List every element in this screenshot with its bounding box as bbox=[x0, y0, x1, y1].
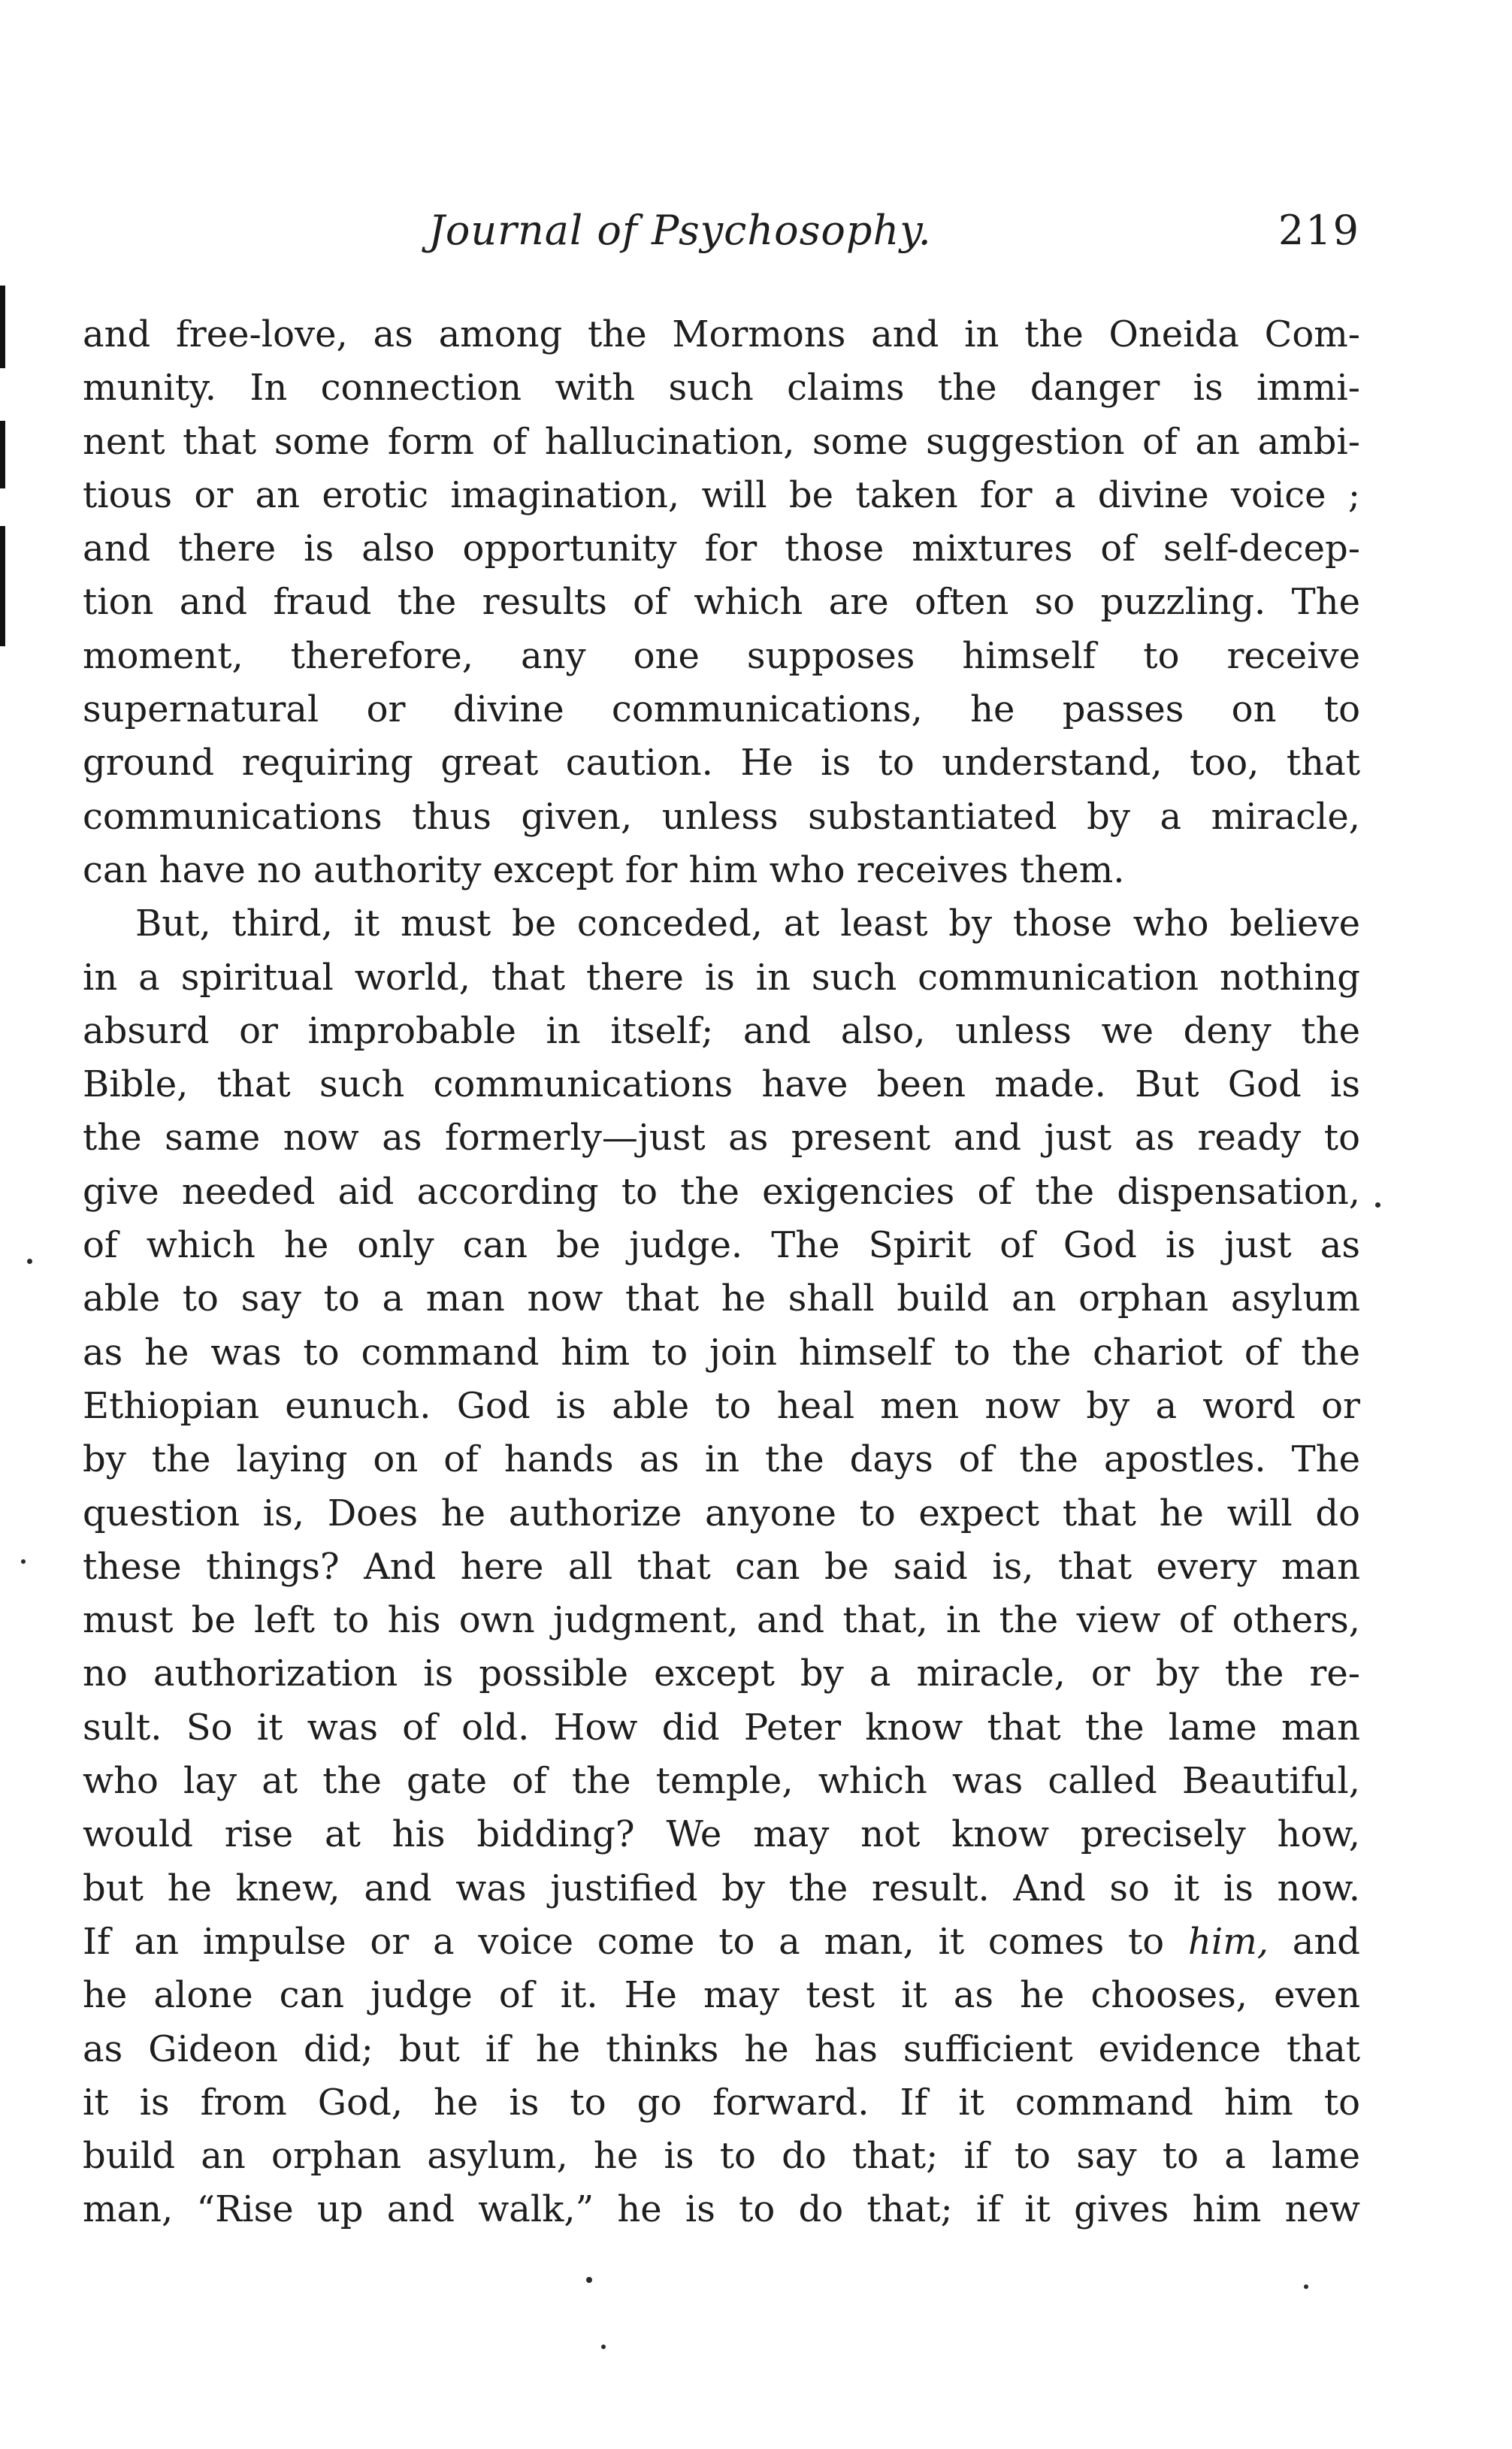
text-line: who lay at the gate of the temple, which was called Beautiful, bbox=[83, 1760, 1360, 1803]
text-segment: If an impulse or a voice come to a man, it comes to bbox=[83, 1920, 1188, 1963]
text-line: no authorization is possible except by a miracle, or by the re- bbox=[83, 1652, 1360, 1695]
text-line: as he was to command him to join himself to the chariot of the bbox=[83, 1331, 1360, 1374]
text-line: build an orphan asylum, he is to do that; if to say to a lame bbox=[83, 2135, 1360, 2178]
italic-emphasis: him, bbox=[1187, 1920, 1269, 1963]
text-line: moment, therefore, any one supposes himself to receive bbox=[83, 634, 1360, 677]
text-line: sult. So it was of old. How did Peter know that the lame man bbox=[83, 1706, 1360, 1749]
running-header bbox=[83, 197, 1360, 265]
ink-speck bbox=[586, 2277, 592, 2283]
text-line: supernatural or divine communications, he passes on to bbox=[83, 688, 1360, 731]
text-line: give needed aid according to the exigencies of the dispensation, bbox=[83, 1170, 1360, 1213]
text-line: but he knew, and was justified by the result. And so it is now. bbox=[83, 1867, 1360, 1909]
text-line: as Gideon did; but if he thinks he has sufficient evidence that bbox=[83, 2027, 1360, 2070]
text-line: of which he only can be judge. The Spirit of God is just as bbox=[83, 1224, 1360, 1267]
text-line: Ethiopian eunuch. God is able to heal men now by a word or bbox=[83, 1384, 1360, 1427]
text-line-with-italic bbox=[83, 1915, 1360, 1969]
text-line: these things? And here all that can be said is, that every man bbox=[83, 1545, 1360, 1588]
ink-speck bbox=[21, 1559, 26, 1564]
text-line: by the laying on of hands as in the days of the apostles. The bbox=[83, 1438, 1360, 1481]
text-line: communications thus given, unless substantiated by a miracle, bbox=[83, 795, 1360, 838]
text-line: he alone can judge of it. He may test it as he chooses, even bbox=[83, 1974, 1360, 2017]
text-line: and there is also opportunity for those mixtures of self-decep- bbox=[83, 528, 1360, 570]
text-line: ground requiring great caution. He is to understand, too, that bbox=[83, 742, 1360, 785]
text-line: able to say to a man now that he shall build an orphan asylum bbox=[83, 1277, 1360, 1320]
text-line: in a spiritual world, that there is in such communication nothing bbox=[83, 956, 1360, 999]
text-line: question is, Does he authorize anyone to expect that he will do bbox=[83, 1492, 1360, 1534]
text-line: can have no authority except for him who receives them. bbox=[83, 848, 1125, 891]
ink-speck bbox=[1375, 1202, 1380, 1208]
text-line: the same now as formerly—just as present and just as ready to bbox=[83, 1117, 1360, 1159]
ink-speck bbox=[27, 1259, 32, 1264]
binding-edge-mark bbox=[0, 286, 5, 368]
text-line: it is from God, he is to go forward. If it command him to bbox=[83, 2081, 1360, 2124]
journal-title: Journal of Psychosophy. bbox=[428, 207, 932, 254]
body-text bbox=[83, 308, 1360, 2237]
text-line: absurd or improbable in itself; and also, unless we deny the bbox=[83, 1009, 1360, 1052]
text-line: munity. In connection with such claims the danger is immi- bbox=[83, 367, 1360, 410]
text-line: But, third, it must be conceded, at least by those who believe bbox=[135, 903, 1360, 945]
text-line: nent that some form of hallucination, some suggestion of an ambi- bbox=[83, 420, 1360, 463]
binding-edge-mark bbox=[0, 421, 5, 488]
page-number: 219 bbox=[1278, 207, 1360, 254]
text-line: man, “Rise up and walk,” he is to do that; if it gives him new bbox=[83, 2188, 1360, 2231]
text-line: must be left to his own judgment, and that, in the view of others, bbox=[83, 1599, 1360, 1642]
text-line: would rise at his bidding? We may not know precisely how, bbox=[83, 1813, 1360, 1856]
text-line: tion and fraud the results of which are often so puzzling. The bbox=[83, 581, 1360, 624]
binding-edge-mark bbox=[0, 526, 5, 646]
ink-speck bbox=[1304, 2284, 1308, 2289]
text-segment: and bbox=[1269, 1920, 1360, 1963]
text-line: and free-love, as among the Mormons and in the Oneida Com- bbox=[83, 313, 1360, 355]
ink-speck bbox=[601, 2345, 606, 2349]
text-line: Bible, that such communications have been made. But God is bbox=[83, 1063, 1360, 1106]
text-line: tious or an erotic imagination, will be taken for a divine voice ; bbox=[83, 473, 1360, 516]
